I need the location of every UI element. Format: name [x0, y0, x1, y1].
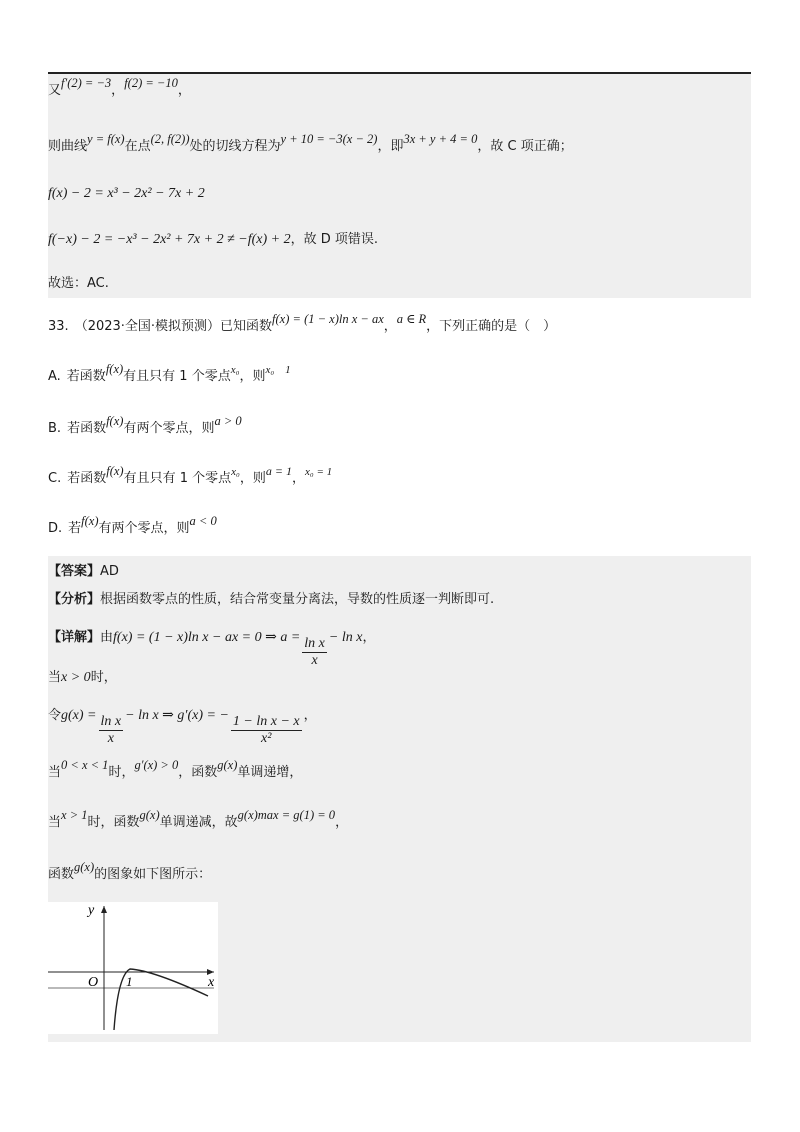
numerator: ln x	[304, 636, 325, 651]
equation: g′(x) > 0	[134, 758, 179, 772]
equation: x₀ = 1	[305, 466, 333, 478]
fraction	[99, 714, 124, 747]
equation: f(−x) − 2 = −x³ − 2x² + 7x + 2 ≠ −f(x) + 2	[48, 232, 291, 247]
text: ，则	[239, 369, 266, 384]
text: ，故 C 项正确；	[477, 139, 573, 154]
text: 若函数	[67, 421, 107, 436]
text: 若函数	[66, 369, 106, 384]
text: ，	[303, 708, 317, 723]
text: ，函数	[178, 765, 218, 780]
function-graph	[48, 902, 218, 1034]
detail-label: 【详解】	[48, 630, 101, 645]
option-d	[48, 514, 217, 539]
equation: g(x) =	[61, 708, 97, 723]
text: 时，	[108, 765, 135, 780]
x-axis-label: x	[208, 975, 215, 990]
equation: f(x) = (1 − x)ln x − ax = 0 ⇒ a =	[113, 630, 301, 645]
text: 处的切线方程为	[189, 139, 281, 154]
answer-label: 【答案】	[48, 564, 101, 579]
equation: f(x)	[105, 362, 124, 376]
fraction	[302, 636, 327, 669]
equation: − ln x ⇒ g′(x) = −	[125, 708, 229, 723]
text: 若函数	[67, 471, 107, 486]
text: ，故 D 项错误.	[290, 232, 379, 247]
equation: − ln x	[328, 630, 363, 645]
text: 当	[48, 765, 62, 780]
numerator: ln x	[100, 714, 122, 729]
solution-line-2	[48, 132, 573, 157]
solution-line-5	[48, 274, 109, 294]
analysis-label: 【分析】	[48, 592, 101, 607]
text: ，	[362, 630, 376, 645]
option-letter: B.	[48, 421, 62, 436]
let-g-line	[48, 706, 317, 746]
equation: a < 0	[189, 514, 217, 528]
question-source: （2023·全国·模拟预测）已知函数	[74, 319, 273, 334]
equation: x₀	[231, 466, 240, 478]
text: ，	[335, 815, 349, 830]
equation: (2, f(2))	[150, 132, 190, 146]
equation: x₀ 1	[265, 364, 291, 376]
question-stem	[48, 312, 557, 337]
solution-line-1	[48, 76, 191, 101]
text: ，	[177, 83, 191, 98]
text: 由	[100, 630, 114, 645]
equation: g(x)	[74, 860, 95, 874]
fraction	[231, 714, 302, 747]
text: 又	[48, 83, 62, 98]
equation: f(x) − 2 = x³ − 2x² − 7x + 2	[48, 186, 205, 201]
text: ，则	[239, 471, 266, 486]
equation: 3x + y + 4 = 0	[403, 132, 478, 146]
equation: 0 < x < 1	[61, 758, 109, 772]
equation: x > 1	[61, 808, 88, 822]
decreasing-line	[48, 808, 349, 833]
numerator: 1 − ln x − x	[232, 714, 300, 729]
option-b	[48, 414, 242, 439]
text: 有且只有 1 个零点	[123, 369, 231, 384]
equation: g(x)	[217, 758, 238, 772]
denominator: x²	[261, 731, 272, 746]
text: 有且只有 1 个零点	[123, 471, 232, 486]
option-letter: D.	[48, 521, 63, 536]
equation: f(x) = (1 − x)ln x − ax	[272, 312, 384, 326]
equation: f(x)	[106, 414, 124, 428]
equation: g(x)	[139, 808, 160, 822]
text: 函数	[48, 867, 75, 882]
option-letter: C.	[48, 471, 62, 486]
text: 时，	[90, 670, 117, 685]
graph-intro-line	[48, 860, 212, 885]
text: 当	[48, 815, 62, 830]
equation: y + 10 = −3(x − 2)	[280, 132, 378, 146]
denominator: x	[311, 653, 318, 668]
equation: f(x)	[106, 464, 124, 478]
answer-line	[48, 562, 119, 582]
text: ，即	[377, 139, 404, 154]
text: 当	[48, 670, 62, 685]
equation: f′(2) = −3	[61, 76, 112, 90]
text: 令	[48, 708, 62, 723]
equation: x > 0	[61, 670, 91, 685]
detail-line	[48, 628, 376, 668]
text: ，下列正确的是（ ）	[426, 319, 557, 334]
option-a	[48, 362, 291, 387]
analysis-text: 根据函数零点的性质，结合常变量分离法，导数的性质逐一判断即可.	[100, 592, 495, 607]
solution-line-3	[48, 184, 205, 204]
text: 则曲线	[48, 139, 88, 154]
equation: y = f(x)	[87, 132, 125, 146]
text: 有两个零点，则	[98, 521, 190, 536]
option-c	[48, 464, 333, 489]
when-x-positive	[48, 668, 117, 688]
equation: g(x)max = g(1) = 0	[237, 808, 336, 822]
denominator: x	[107, 731, 114, 746]
text: 若	[68, 521, 82, 536]
equation: a = 1	[265, 464, 292, 478]
text: 单调递减，故	[159, 815, 238, 830]
text: 故选：AC.	[48, 276, 109, 291]
tick-label-1: 1	[126, 974, 133, 989]
equation: f(x)	[81, 514, 99, 528]
equation: a ∈ R	[396, 312, 427, 326]
increasing-line	[48, 758, 303, 783]
equation: a > 0	[214, 414, 242, 428]
question-number: 33.	[48, 319, 69, 334]
equation: x₀	[230, 364, 240, 376]
equation: f(2) = −10	[124, 76, 178, 90]
text: ，	[291, 471, 305, 486]
text: 单调递增，	[237, 765, 303, 780]
analysis-line	[48, 590, 494, 610]
y-axis-label: y	[88, 903, 95, 918]
text: 的图象如下图所示：	[94, 867, 212, 882]
text: 在点	[124, 139, 151, 154]
text: ，	[111, 83, 125, 98]
origin-label: O	[88, 975, 99, 990]
graph-background	[48, 902, 218, 1034]
text: 时，函数	[87, 815, 140, 830]
text: ，	[383, 319, 397, 334]
option-letter: A.	[48, 369, 61, 384]
solution-line-4	[48, 230, 378, 250]
answer-value: AD	[100, 564, 119, 579]
text: 有两个零点，则	[123, 421, 215, 436]
